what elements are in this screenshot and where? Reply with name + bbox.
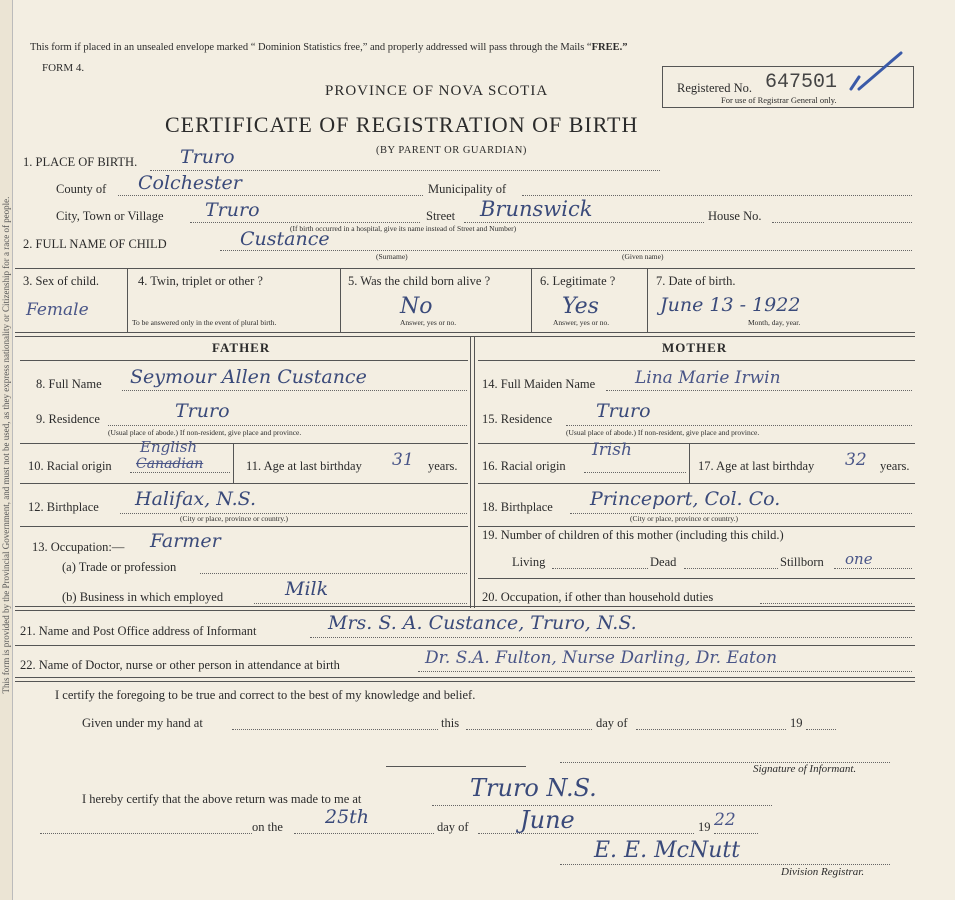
- dotted-line: [432, 805, 772, 806]
- mother-racial-value: Irish: [592, 440, 632, 460]
- dotted-line: [190, 222, 420, 223]
- father-heading: FATHER: [212, 340, 271, 355]
- dotted-line: [772, 222, 912, 223]
- rule: [689, 443, 690, 483]
- business-value: Milk: [285, 578, 329, 600]
- legitimate-value: Yes: [562, 294, 599, 319]
- place-of-birth-value: Truro: [180, 146, 235, 168]
- mother-heading: MOTHER: [662, 340, 728, 355]
- rule: [478, 483, 915, 484]
- registrar-signature: E. E. McNutt: [594, 838, 741, 863]
- county-value: Colchester: [138, 172, 242, 194]
- dotted-line: [418, 671, 912, 672]
- children-count-label: 19. Number of children of this mother (including this child.): [482, 528, 784, 542]
- dotted-line: [118, 195, 423, 196]
- alive-label: 5. Was the child born alive ?: [348, 274, 491, 288]
- child-surname: Custance: [240, 228, 330, 250]
- dotted-line: [806, 729, 836, 730]
- street-label: Street: [426, 209, 456, 223]
- surname-caption: (Surname): [376, 252, 408, 261]
- province-heading: PROVINCE OF NOVA SCOTIA: [325, 83, 549, 99]
- alive-value: No: [400, 294, 433, 319]
- registered-box: [662, 66, 914, 108]
- informant-label: 21. Name and Post Office address of Informant: [20, 624, 257, 638]
- certificate-subtitle: (BY PARENT OR GUARDIAN): [376, 145, 527, 156]
- registration-day-value: 25th: [325, 806, 370, 828]
- postage-note: [30, 42, 627, 53]
- registered-label: Registered No.: [677, 81, 752, 95]
- rule: [478, 526, 915, 527]
- dotted-line: [714, 833, 758, 834]
- dotted-line: [294, 833, 434, 834]
- father-occupation-value: Farmer: [150, 530, 221, 552]
- mother-age-label: 17. Age at last birthday: [698, 459, 815, 473]
- mother-residence-note: (Usual place of abode.) If non-resident, give place and province.: [566, 428, 760, 437]
- city-label: City, Town or Village: [56, 209, 164, 223]
- twin-note: To be answered only in the event of plural birth.: [132, 318, 277, 327]
- dotted-line: [684, 568, 778, 569]
- dotted-line: [40, 833, 252, 834]
- registration-year-prefix: 19: [698, 820, 711, 834]
- this-label: this: [441, 716, 460, 730]
- trade-label: (a) Trade or profession: [62, 560, 177, 574]
- dotted-line: [566, 425, 912, 426]
- father-birthplace-label: 12. Birthplace: [28, 500, 99, 514]
- dotted-line: [522, 195, 912, 196]
- certificate-title: CERTIFICATE OF REGISTRATION OF BIRTH: [165, 112, 639, 137]
- rule: [127, 268, 128, 332]
- mother-age-value: 32: [845, 450, 867, 470]
- rule: [340, 268, 341, 332]
- dotted-line: [232, 729, 438, 730]
- dotted-line: [584, 472, 686, 473]
- rule: [531, 268, 532, 332]
- father-age-label: 11. Age at last birthday: [246, 459, 362, 473]
- father-residence-value: Truro: [175, 400, 230, 422]
- given-name-caption: (Given name): [622, 252, 664, 261]
- father-name-value: Seymour Allen Custance: [130, 366, 367, 388]
- dead-label: Dead: [650, 555, 677, 569]
- mother-residence-value: Truro: [596, 400, 651, 422]
- rule: [478, 578, 915, 579]
- mother-occupation-label: 20. Occupation, if other than household duties: [482, 590, 714, 604]
- doctor-label: 22. Name of Doctor, nurse or other person in attendance at birth: [20, 658, 340, 672]
- doctor-value: Dr. S.A. Fulton, Nurse Darling, Dr. Eaton: [425, 648, 778, 668]
- house-label: House No.: [708, 209, 762, 223]
- double-rule: [15, 606, 915, 611]
- hospital-note: (If birth occurred in a hospital, give its name instead of Street and Number): [290, 224, 517, 233]
- registration-year-value: 22: [714, 810, 736, 830]
- day-of-label: day of: [596, 716, 628, 730]
- on-the-label: on the: [252, 820, 283, 834]
- double-rule: [15, 677, 915, 682]
- place-of-birth-label: 1. PLACE OF BIRTH.: [23, 155, 138, 169]
- street-value: Brunswick: [480, 197, 593, 221]
- municipality-label: Municipality of: [428, 182, 507, 196]
- father-birthplace-value: Halifax, N.S.: [135, 488, 257, 510]
- dotted-line: [310, 637, 912, 638]
- date-of-birth-label: 7. Date of birth.: [656, 274, 736, 288]
- father-residence-note: (Usual place of abode.) If non-resident, give place and province.: [108, 428, 302, 437]
- father-occupation-label: 13. Occupation:—: [32, 540, 125, 554]
- dotted-line: [606, 390, 912, 391]
- dotted-line: [636, 729, 786, 730]
- rule: [386, 766, 526, 767]
- dotted-line: [122, 390, 467, 391]
- alive-note: Answer, yes or no.: [400, 318, 457, 327]
- registration-place-value: Truro N.S.: [470, 774, 597, 802]
- child-name-label: 2. FULL NAME OF CHILD: [23, 237, 167, 251]
- mother-age-unit: years.: [880, 459, 910, 473]
- dotted-line: [760, 603, 912, 604]
- stillborn-label: Stillborn: [780, 555, 824, 569]
- rule: [470, 336, 471, 608]
- double-rule: [15, 332, 915, 337]
- legitimate-note: Answer, yes or no.: [553, 318, 610, 327]
- legitimate-label: 6. Legitimate ?: [540, 274, 616, 288]
- side-margin-text: [0, 0, 13, 900]
- dotted-line: [570, 513, 912, 514]
- sex-value: Female: [26, 300, 89, 320]
- date-note: Month, day, year.: [748, 318, 801, 327]
- father-racial-label: 10. Racial origin: [28, 459, 112, 473]
- side-note: This form is provided by the Provincial Government, and must not be used, as they express nationality or Citizenship for a race of people.: [1, 196, 11, 694]
- signature-informant-caption: Signature of Informant.: [753, 763, 857, 775]
- rule: [647, 268, 648, 332]
- dotted-line: [220, 250, 912, 251]
- registration-month-value: June: [520, 806, 575, 834]
- registrar-use-note: For use of Registrar General only.: [721, 95, 837, 105]
- rule: [20, 483, 468, 484]
- dotted-line: [478, 833, 694, 834]
- registered-number: 647501: [765, 71, 838, 94]
- living-label: Living: [512, 555, 546, 569]
- certify-statement: I certify the foregoing to be true and correct to the best of my knowledge and belief.: [55, 688, 476, 702]
- sex-label: 3. Sex of child.: [23, 274, 100, 288]
- rule: [15, 645, 915, 646]
- rule: [20, 443, 468, 444]
- dotted-line: [200, 573, 467, 574]
- dotted-line: [834, 568, 912, 569]
- rule: [20, 526, 468, 527]
- given-under-hand-label: Given under my hand at: [82, 716, 203, 730]
- city-value: Truro: [205, 199, 260, 221]
- mother-racial-label: 16. Racial origin: [482, 459, 566, 473]
- rule: [478, 360, 915, 361]
- mother-birthplace-note: (City or place, province or country.): [630, 514, 739, 523]
- checkmark-icon: [845, 49, 905, 97]
- father-birthplace-note: (City or place, province or country.): [180, 514, 289, 523]
- date-of-birth-value: June 13 - 1922: [660, 294, 801, 316]
- mother-name-label: 14. Full Maiden Name: [482, 377, 596, 391]
- father-name-label: 8. Full Name: [36, 377, 102, 391]
- division-registrar-caption: Division Registrar.: [781, 866, 865, 878]
- father-racial-value: English: [140, 438, 198, 456]
- rule: [474, 336, 475, 608]
- rule: [20, 360, 468, 361]
- dotted-line: [150, 170, 660, 171]
- registration-day-of-label: day of: [437, 820, 469, 834]
- year-label: 19: [790, 716, 803, 730]
- father-age-unit: years.: [428, 459, 458, 473]
- dotted-line: [254, 603, 467, 604]
- twin-label: 4. Twin, triplet or other ?: [138, 274, 263, 288]
- dotted-line: [130, 472, 230, 473]
- mother-name-value: Lina Marie Irwin: [635, 368, 781, 388]
- mother-birthplace-value: Princeport, Col. Co.: [590, 488, 781, 510]
- rule: [478, 443, 915, 444]
- form-number: FORM 4.: [42, 62, 85, 74]
- dotted-line: [464, 222, 704, 223]
- mother-residence-label: 15. Residence: [482, 412, 553, 426]
- business-label: (b) Business in which employed: [62, 590, 224, 604]
- registrar-certify-label: I hereby certify that the above return was made to me at: [82, 792, 362, 806]
- dotted-line: [552, 568, 648, 569]
- dotted-line: [560, 864, 890, 865]
- rule: [233, 443, 234, 483]
- mother-birthplace-label: 18. Birthplace: [482, 500, 553, 514]
- dotted-line: [120, 513, 467, 514]
- postage-note-text: This form if placed in an unsealed envelope marked “ Dominion Statistics free,” and properly addressed will pass through the Mails “: [30, 42, 592, 53]
- father-residence-label: 9. Residence: [36, 412, 100, 426]
- father-racial-struck: Canadian: [136, 456, 204, 472]
- dotted-line: [108, 425, 467, 426]
- postage-free: FREE.”: [591, 42, 628, 53]
- dotted-line: [466, 729, 592, 730]
- informant-value: Mrs. S. A. Custance, Truro, N.S.: [328, 612, 637, 634]
- father-age-value: 31: [392, 450, 414, 470]
- stillborn-value: one: [845, 550, 873, 568]
- rule: [15, 268, 915, 269]
- county-label: County of: [56, 182, 107, 196]
